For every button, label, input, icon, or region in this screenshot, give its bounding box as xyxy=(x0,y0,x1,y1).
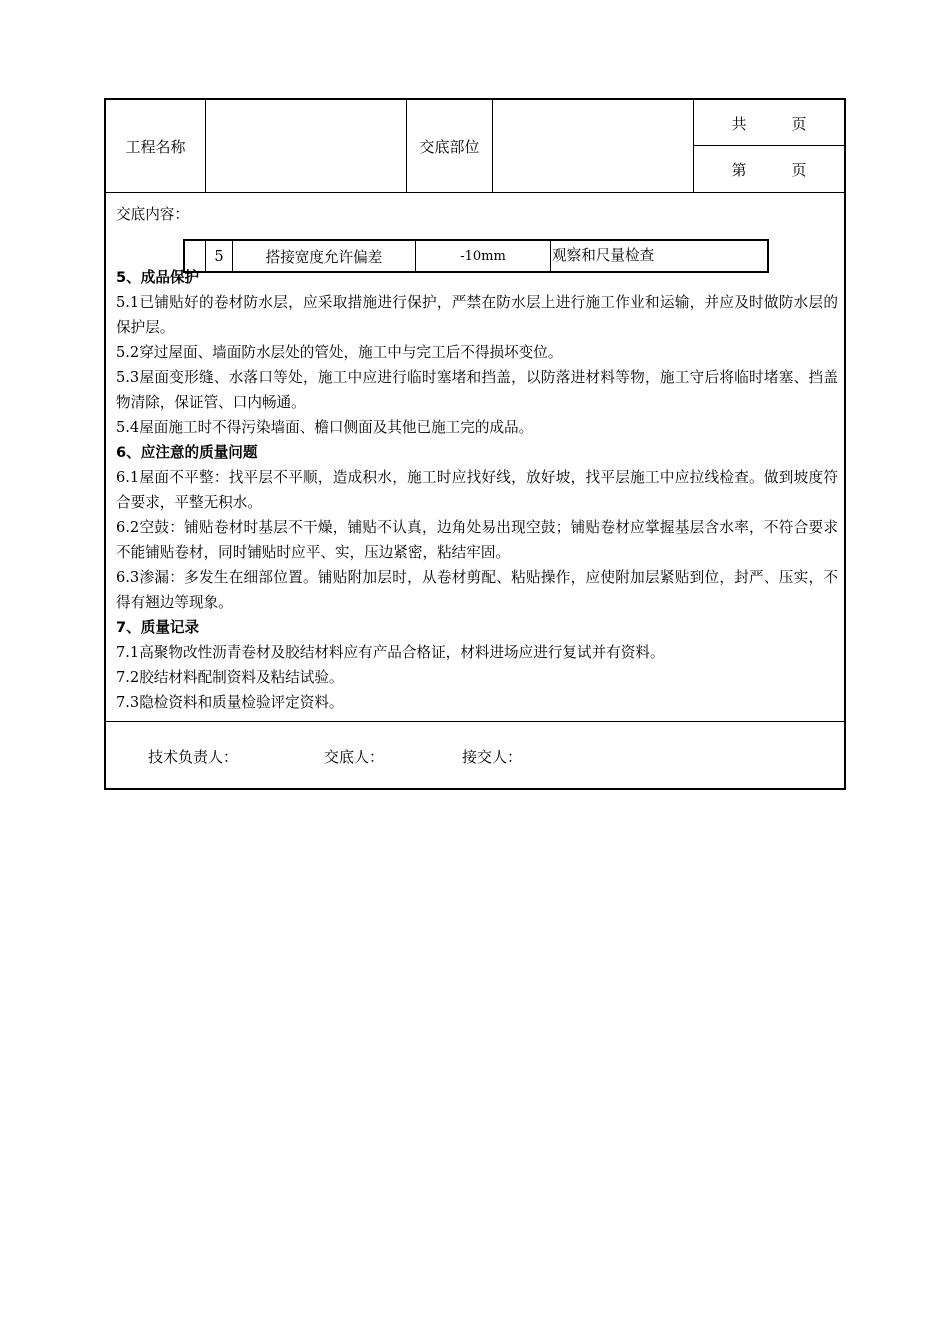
paragraph: 5.4屋面施工时不得污染墙面、檐口侧面及其他已施工完的成品。 xyxy=(116,419,534,436)
section-7 xyxy=(116,615,838,715)
section-6 xyxy=(116,440,838,615)
check-item: 搭接宽度允许偏差 xyxy=(265,248,383,266)
check-tolerance: -10mm xyxy=(460,248,506,264)
paragraph: 5.2穿过屋面、墙面防水层处的管处，施工中与完工后不得损坏变位。 xyxy=(116,344,563,361)
paragraph: 6.1屋面不平整：找平层不平顺，造成积水，施工时应找好线，放好坡，找平层施工中应拉线检查。做到坡度符合要求，平整无积水。 xyxy=(116,469,838,511)
paragraph: 5.3屋面变形缝、水落口等处，施工中应进行临时塞堵和挡盖，以防落进材料等物，施工守后将临时堵塞、挡盖物清除，保证管、口内畅通。 xyxy=(116,369,838,411)
page-number: 第 页 xyxy=(731,160,807,179)
check-no: 5 xyxy=(214,247,224,265)
paragraph: 7.2胶结材料配制资料及粘结试验。 xyxy=(116,669,344,686)
paragraph: 6.3渗漏：多发生在细部位置。铺贴附加层时，从卷材剪配、粘贴操作，应使附加层紧贴到位，封严、压实，不得有翘边等现象。 xyxy=(116,569,838,611)
paragraph: 7.1高聚物改性沥青卷材及胶结材料应有产品合格证，材料进场应进行复试并有资料。 xyxy=(116,644,665,661)
project-name-value[interactable] xyxy=(206,100,406,192)
location-value[interactable] xyxy=(493,100,693,192)
total-pages: 共 页 xyxy=(731,114,807,133)
paragraph: 5.1已铺贴好的卷材防水层，应采取措施进行保护，严禁在防水层上进行施工作业和运输，并应及时做防水层的保护层。 xyxy=(116,294,838,336)
section-heading: 6、应注意的质量问题 xyxy=(116,444,258,461)
section-heading: 5、成品保护 xyxy=(116,269,200,286)
section-heading: 7、质量记录 xyxy=(116,619,200,636)
tech-lead-label: 技术负责人： xyxy=(148,748,239,766)
disclosure-form xyxy=(104,98,846,790)
receiver-label: 接交人： xyxy=(462,748,523,766)
paragraph: 6.2空鼓：铺贴卷材时基层不干燥，铺贴不认真，边角处易出现空鼓；铺贴卷材应掌握基层含水率，不符合要求不能铺贴卷材，同时铺贴时应平、实，压边紧密，粘结牢固。 xyxy=(116,519,838,561)
section-5 xyxy=(116,265,838,440)
location-label: 交底部位 xyxy=(419,137,480,156)
check-table-row xyxy=(183,239,769,273)
project-name-label: 工程名称 xyxy=(125,137,186,156)
disclosure-content xyxy=(116,202,838,715)
content-label: 交底内容： xyxy=(116,206,189,223)
presenter-label: 交底人： xyxy=(324,748,385,766)
signature-row xyxy=(106,722,844,788)
paragraph: 7.3隐检资料和质量检验评定资料。 xyxy=(116,694,344,711)
check-method: 观察和尺量检查 xyxy=(552,247,655,264)
